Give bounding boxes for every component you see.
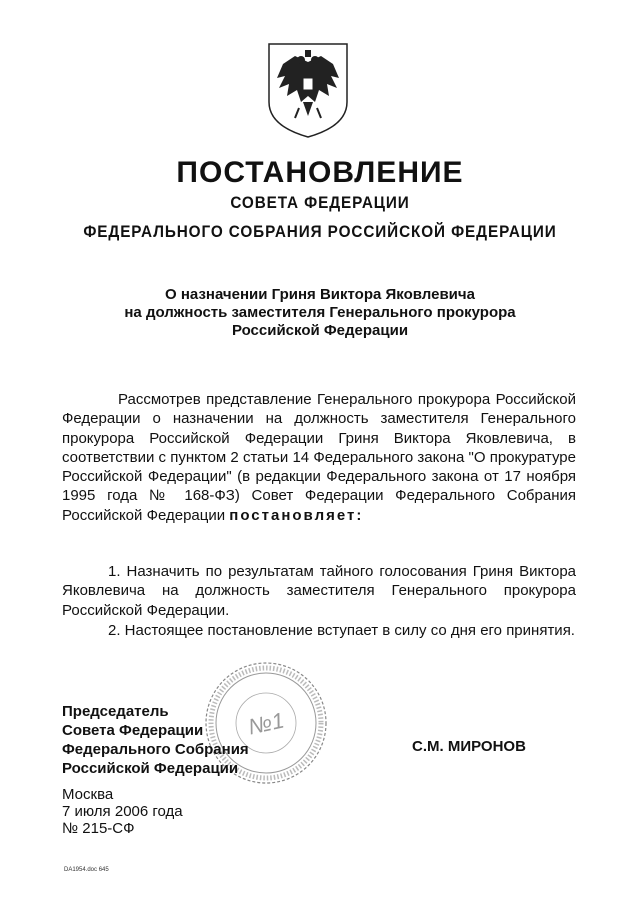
issuer-line-2: ФЕДЕРАЛЬНОГО СОБРАНИЯ РОССИЙСКОЙ ФЕДЕРАЦИИ: [83, 222, 557, 241]
signature-position-4: Российской Федерации: [62, 760, 239, 777]
issuer-line-1: СОВЕТА ФЕДЕРАЦИИ: [230, 193, 410, 212]
signature-position-2: Совета Федерации: [62, 722, 204, 739]
signature-position-3: Федерального Собрания: [62, 741, 249, 758]
resolution-item-2: 2. Настоящее постановление вступает в силу со дня его принятия.: [108, 622, 575, 639]
preamble-text: Рассмотрев представление Генерального прокурора Российской Федерации о назначении на должность заместителя Генерального прокурора Российской Федерации Гриня Виктора Яковлевича, в соответствии с пунктом 2 статьи 14 Федерального закона "О прокуратуре Российской Федерации" (в редакции Федерального закона от 17 ноября 1995 года № 168-ФЗ) Совет Федерации Федерального Собрания Российской Федерации: [62, 391, 576, 524]
resolution-item-1: 1. Назначить по результатам тайного голосования Гриня Виктора Яковлевича на должность заместителя Генерального прокурора Российской Федерации.: [62, 563, 576, 619]
signature-block: [62, 702, 249, 778]
seal-number: №1: [245, 707, 287, 740]
subject-line-1: О назначении Гриня Виктора Яковлевича: [165, 286, 475, 303]
file-code: DA1954.doc 645: [64, 867, 109, 873]
subject-line-3: Российской Федерации: [231, 322, 409, 339]
document-date: 7 июля 2006 года: [62, 803, 183, 820]
place-city: Москва: [62, 786, 114, 803]
signer-name: С.М. МИРОНОВ: [412, 738, 526, 755]
document-subject: [60, 286, 580, 340]
place-date-block: [62, 786, 183, 837]
preamble-paragraph: [62, 390, 576, 525]
document-title: ПОСТАНОВЛЕНИЕ: [176, 156, 464, 189]
signature-position-1: Председатель: [62, 703, 169, 720]
subject-line-2: на должность заместителя Генерального прокурора: [124, 304, 516, 321]
resolution-keyword: постановляет:: [229, 506, 364, 524]
coat-of-arms-icon: [265, 40, 351, 140]
document-number: № 215-СФ: [62, 820, 135, 837]
